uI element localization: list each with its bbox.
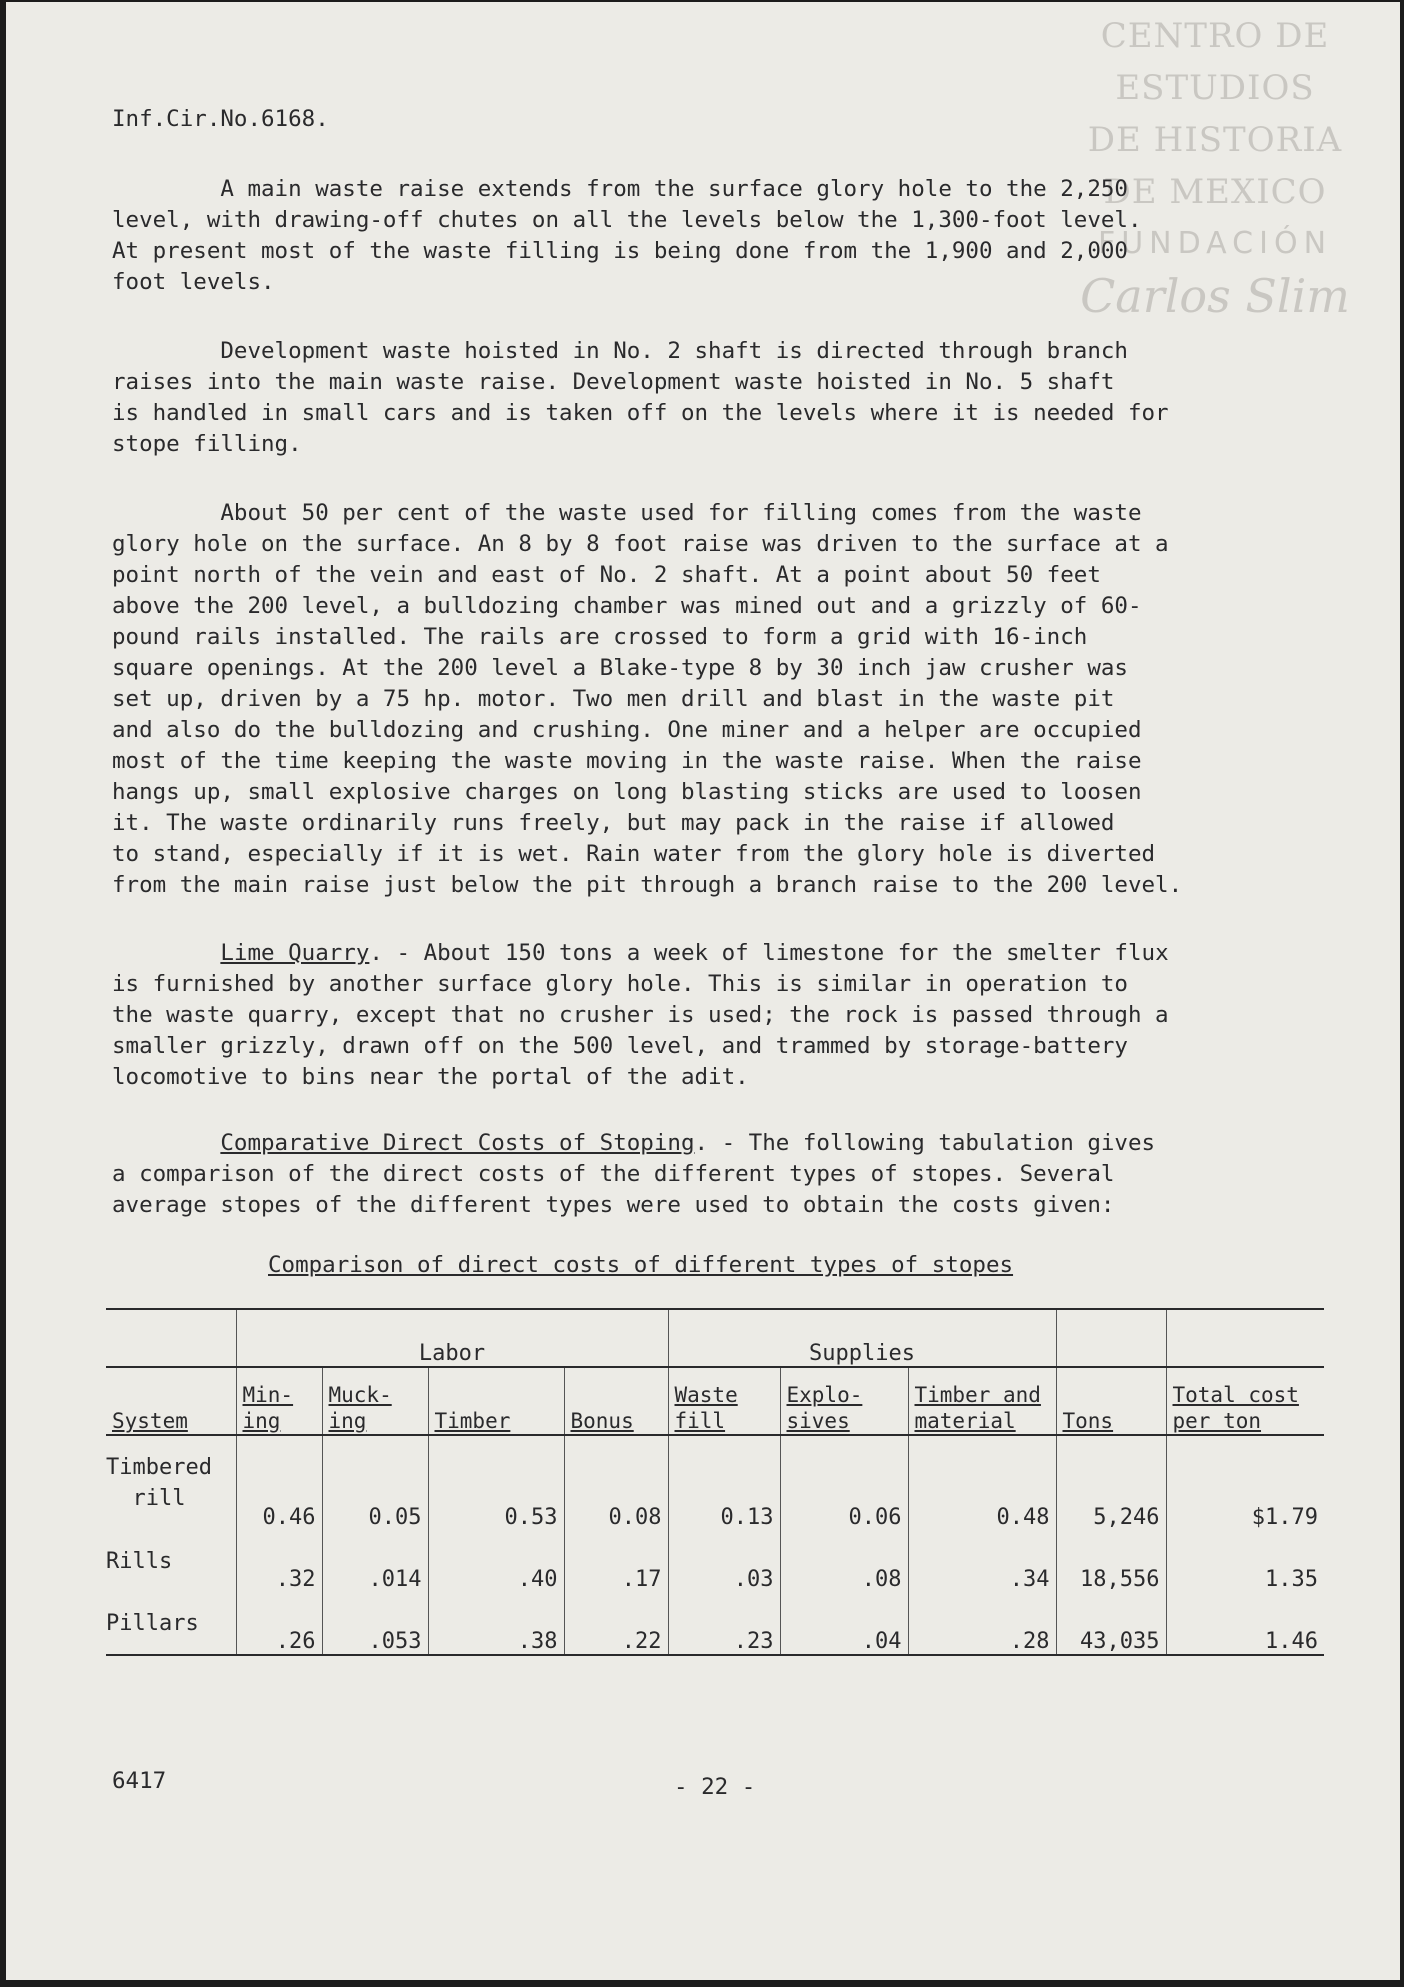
cell-explosives: .08 — [780, 1530, 908, 1592]
table-group-empty — [1056, 1310, 1166, 1367]
circular-number: Inf.Cir.No.6168. — [112, 106, 329, 132]
table-group-header — [106, 1310, 1324, 1367]
cell-timber: .38 — [428, 1592, 564, 1655]
cell-waste-fill: .23 — [668, 1592, 780, 1655]
cell-system: Timbered rill — [106, 1455, 212, 1511]
col-system: System — [106, 1367, 236, 1435]
paragraph-lime-quarry — [112, 938, 1352, 1093]
stoping-costs-table — [106, 1310, 1324, 1656]
cell-mucking: .053 — [322, 1592, 428, 1655]
cell-bonus: 0.08 — [564, 1435, 668, 1530]
table-row — [106, 1435, 1324, 1530]
cell-mucking: .014 — [322, 1530, 428, 1592]
lime-quarry-body: . - About 150 tons a week of limestone for the smelter flux is furnished by another surface glory hole. This is similar in operation to the waste quarry, except that no crusher is used; the rock is passed through a smaller grizzly, drawn off on the 500 level, and trammed by storage-battery locomotive to bins near the portal of the adit. — [112, 940, 1169, 1090]
paragraph-waste-raise: A main waste raise extends from the surface glory hole to the 2,250 level, with drawing-off chutes on all the levels below the 1,300-foot level. At present most of the waste filling is being done from the 1,900 and 2,000 foot levels. — [112, 176, 1142, 295]
cell-mining: .32 — [236, 1530, 322, 1592]
cell-timber-material: 0.48 — [908, 1435, 1056, 1530]
table-row — [106, 1530, 1324, 1592]
cell-mining: .26 — [236, 1592, 322, 1655]
table-group-empty — [1166, 1310, 1324, 1367]
table-column-header — [106, 1367, 1324, 1435]
document-page — [6, 2, 1400, 1980]
cell-total-cost: $1.79 — [1166, 1435, 1324, 1530]
watermark-signature: Carlos Slim — [1080, 269, 1350, 323]
cell-explosives: .04 — [780, 1592, 908, 1655]
col-waste-fill: Waste fill — [668, 1367, 780, 1435]
col-mining: Min- ing — [236, 1367, 322, 1435]
cell-timber-material: .28 — [908, 1592, 1056, 1655]
watermark-line: DE MEXICO — [1103, 172, 1327, 212]
cell-mucking: 0.05 — [322, 1435, 428, 1530]
cell-explosives: 0.06 — [780, 1435, 908, 1530]
cell-total-cost: 1.35 — [1166, 1530, 1324, 1592]
cell-tons: 43,035 — [1056, 1592, 1166, 1655]
watermark-line: ESTUDIOS — [1115, 68, 1315, 108]
col-bonus: Bonus — [564, 1367, 668, 1435]
watermark-line: DE HISTORIA — [1087, 120, 1343, 160]
group-labor: Labor — [236, 1310, 668, 1367]
cell-timber: 0.53 — [428, 1435, 564, 1530]
cell-tons: 5,246 — [1056, 1435, 1166, 1530]
cell-bonus: .17 — [564, 1530, 668, 1592]
paragraph-waste-glory-hole: About 50 per cent of the waste used for filling comes from the waste glory hole on the surface. An 8 by 8 foot raise was driven to the surface at a point north of the vein and east of No. 2 shaft. At a point about 50 feet above the 200 level, a bulldozing chamber was mined out and a grizzly of 60- pound rails installed. The rails are crossed to form a grid with 16-inch square openings. At the 200 level a Blake-type 8 by 30 inch jaw crusher was set up, driven by a 75 hp. motor. Two men drill and blast in the waste pit and also do the bulldozing and crushing. One miner and a helper are occupied most of the time keeping the waste moving in the waste raise. When the raise hangs up, small explosive charges on long blasting sticks are used to loosen it. The waste ordinarily runs freely, but may pack in the raise if allowed to stand, especially if it is wet. Rain water from the glory hole is diverted from the main raise just below the pit through a branch raise to the 200 level. — [112, 500, 1183, 898]
col-tons: Tons — [1056, 1367, 1166, 1435]
cell-waste-fill: 0.13 — [668, 1435, 780, 1530]
comparative-costs-heading: Comparative Direct Costs of Stoping — [220, 1130, 695, 1156]
col-total-cost: Total cost per ton — [1166, 1367, 1324, 1435]
table-caption: Comparison of direct costs of different types of stopes — [268, 1252, 1014, 1278]
comparative-costs-body: . - The following tabulation gives a comparison of the direct costs of the different types of stopes. Several average stopes of the different types were used to obtain the costs given: — [112, 1130, 1156, 1218]
footer-code: 6417 — [112, 1768, 167, 1794]
cell-system: Rills — [106, 1548, 173, 1574]
cell-system: Pillars — [106, 1592, 236, 1655]
paragraph-development-waste: Development waste hoisted in No. 2 shaft is directed through branch raises into the main waste raise. Development waste hoisted in No. 5 shaft is handled in small cars and is taken off on the levels where it is needed for stope filling. — [112, 338, 1169, 457]
watermark-line: CENTRO DE — [1100, 16, 1330, 56]
cell-timber-material: .34 — [908, 1530, 1056, 1592]
cell-tons: 18,556 — [1056, 1530, 1166, 1592]
watermark-line: FUNDACIÓN — [1097, 226, 1333, 261]
col-timber: Timber — [428, 1367, 564, 1435]
group-supplies: Supplies — [668, 1310, 1056, 1367]
cell-waste-fill: .03 — [668, 1530, 780, 1592]
paragraph-comparative-costs — [112, 1128, 1352, 1221]
table-group-empty — [106, 1310, 236, 1367]
lime-quarry-heading: Lime Quarry — [220, 940, 370, 966]
col-explosives: Explo- sives — [780, 1367, 908, 1435]
col-mucking: Muck- ing — [322, 1367, 428, 1435]
cell-bonus: .22 — [564, 1592, 668, 1655]
table-row — [106, 1592, 1324, 1655]
page-number: - 22 - — [674, 1774, 756, 1800]
col-timber-material: Timber and material — [908, 1367, 1056, 1435]
cell-timber: .40 — [428, 1530, 564, 1592]
cell-mining: 0.46 — [236, 1435, 322, 1530]
cell-total-cost: 1.46 — [1166, 1592, 1324, 1655]
